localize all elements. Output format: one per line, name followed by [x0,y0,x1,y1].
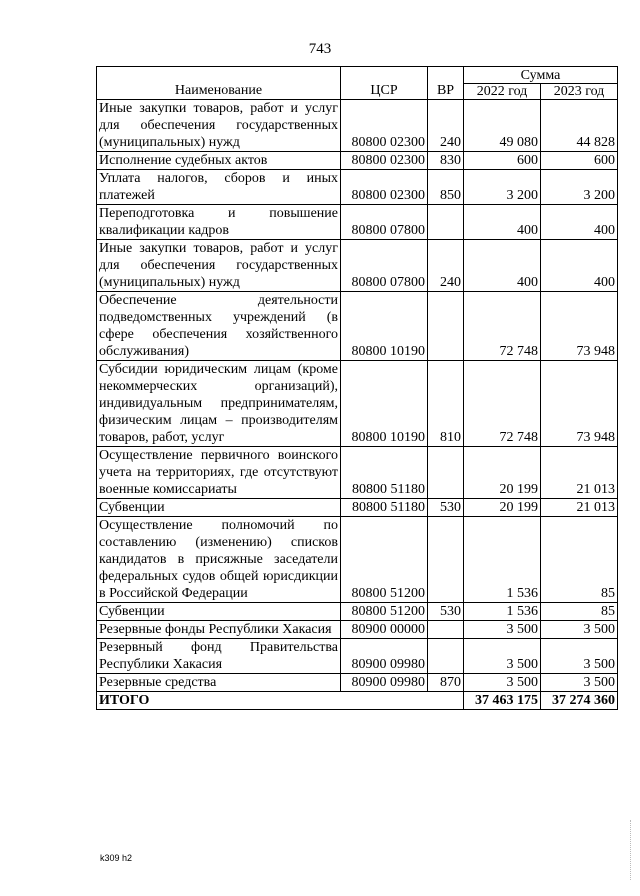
cell-name: Обеспечение деятельности подведомственных учреждений (в сфере обеспечения хозяйственного обслуживания) [97,292,341,361]
cell-name: Резервные фонды Республики Хакасия [97,621,341,639]
table-row [97,621,618,639]
cell-y2: 3 500 [541,621,618,639]
table-row [97,292,618,361]
table-row [97,100,618,152]
table-row [97,447,618,499]
header-year-2022: 2022 год [464,83,541,100]
footer-code: k309 h2 [100,853,133,863]
cell-y1: 49 080 [464,100,541,152]
cell-csr: 80800 51200 [341,603,428,621]
cell-y2: 400 [541,205,618,240]
cell-vr [428,205,464,240]
cell-y1: 3 500 [464,639,541,674]
header-year-2023: 2023 год [541,83,618,100]
cell-csr: 80800 07800 [341,205,428,240]
cell-vr [428,447,464,499]
table-row [97,499,618,517]
header-sum: Сумма [464,67,618,84]
cell-y2: 600 [541,152,618,170]
cell-vr: 530 [428,499,464,517]
cell-csr: 80800 02300 [341,100,428,152]
table-row [97,361,618,447]
cell-name: Субсидии юридическим лицам (кроме некоммерческих организаций), индивидуальным предпринимателям, физическим лицам – производителям товаров, работ, услуг [97,361,341,447]
header-name: Наименование [97,67,341,100]
cell-y1: 20 199 [464,447,541,499]
cell-vr [428,639,464,674]
cell-name: Иные закупки товаров, работ и услуг для обеспечения государственных (муниципальных) нужд [97,240,341,292]
cell-csr: 80900 09980 [341,674,428,692]
cell-y1: 3 500 [464,621,541,639]
cell-y2: 21 013 [541,447,618,499]
cell-name: Осуществление полномочий по составлению (изменению) списков кандидатов в присяжные заседатели федеральных судов общей юрисдикции в Российской Федерации [97,517,341,603]
cell-vr: 240 [428,100,464,152]
cell-csr: 80900 00000 [341,621,428,639]
cell-csr: 80800 51200 [341,517,428,603]
cell-vr: 850 [428,170,464,205]
cell-name: Переподготовка и повышение квалификации кадров [97,205,341,240]
cell-y2: 400 [541,240,618,292]
table-row [97,517,618,603]
cell-y1: 1 536 [464,517,541,603]
cell-name: Резервные средства [97,674,341,692]
total-row [97,692,618,710]
cell-name: Субвенции [97,603,341,621]
cell-y1: 72 748 [464,292,541,361]
cell-csr: 80800 02300 [341,152,428,170]
cell-vr [428,292,464,361]
total-y2: 37 274 360 [541,692,618,710]
cell-name: Осуществление первичного воинского учета на территориях, где отсутствуют военные комиссариаты [97,447,341,499]
cell-vr: 240 [428,240,464,292]
header-csr: ЦСР [341,67,428,100]
header-vr: ВР [428,67,464,100]
cell-y1: 1 536 [464,603,541,621]
cell-y1: 400 [464,240,541,292]
cell-y2: 73 948 [541,361,618,447]
cell-name: Субвенции [97,499,341,517]
cell-vr: 870 [428,674,464,692]
cell-vr [428,517,464,603]
cell-y2: 85 [541,517,618,603]
cell-y1: 3 500 [464,674,541,692]
cell-name: Уплата налогов, сборов и иных платежей [97,170,341,205]
cell-vr: 830 [428,152,464,170]
cell-vr: 810 [428,361,464,447]
table-row [97,674,618,692]
table-row [97,603,618,621]
cell-csr: 80800 02300 [341,170,428,205]
cell-y2: 21 013 [541,499,618,517]
cell-csr: 80900 09980 [341,639,428,674]
cell-csr: 80800 51180 [341,447,428,499]
budget-table [96,66,618,710]
cell-y2: 3 500 [541,639,618,674]
cell-csr: 80800 07800 [341,240,428,292]
table-row [97,639,618,674]
cell-y2: 44 828 [541,100,618,152]
cell-y2: 85 [541,603,618,621]
page-number: 743 [308,41,332,57]
cell-y1: 400 [464,205,541,240]
cell-name: Иные закупки товаров, работ и услуг для обеспечения государственных (муниципальных) нужд [97,100,341,152]
cell-y1: 600 [464,152,541,170]
cell-vr: 530 [428,603,464,621]
cell-csr: 80800 10190 [341,292,428,361]
table-row [97,170,618,205]
scan-edge-mark [630,820,632,880]
cell-y1: 3 200 [464,170,541,205]
total-label: ИТОГО [97,692,464,710]
table-row [97,152,618,170]
cell-y2: 73 948 [541,292,618,361]
cell-csr: 80800 10190 [341,361,428,447]
table-row [97,205,618,240]
cell-name: Резервный фонд Правительства Республики Хакасия [97,639,341,674]
cell-y1: 72 748 [464,361,541,447]
cell-y1: 20 199 [464,499,541,517]
cell-y2: 3 200 [541,170,618,205]
cell-y2: 3 500 [541,674,618,692]
cell-vr [428,621,464,639]
cell-csr: 80800 51180 [341,499,428,517]
cell-name: Исполнение судебных актов [97,152,341,170]
table-row [97,240,618,292]
total-y1: 37 463 175 [464,692,541,710]
